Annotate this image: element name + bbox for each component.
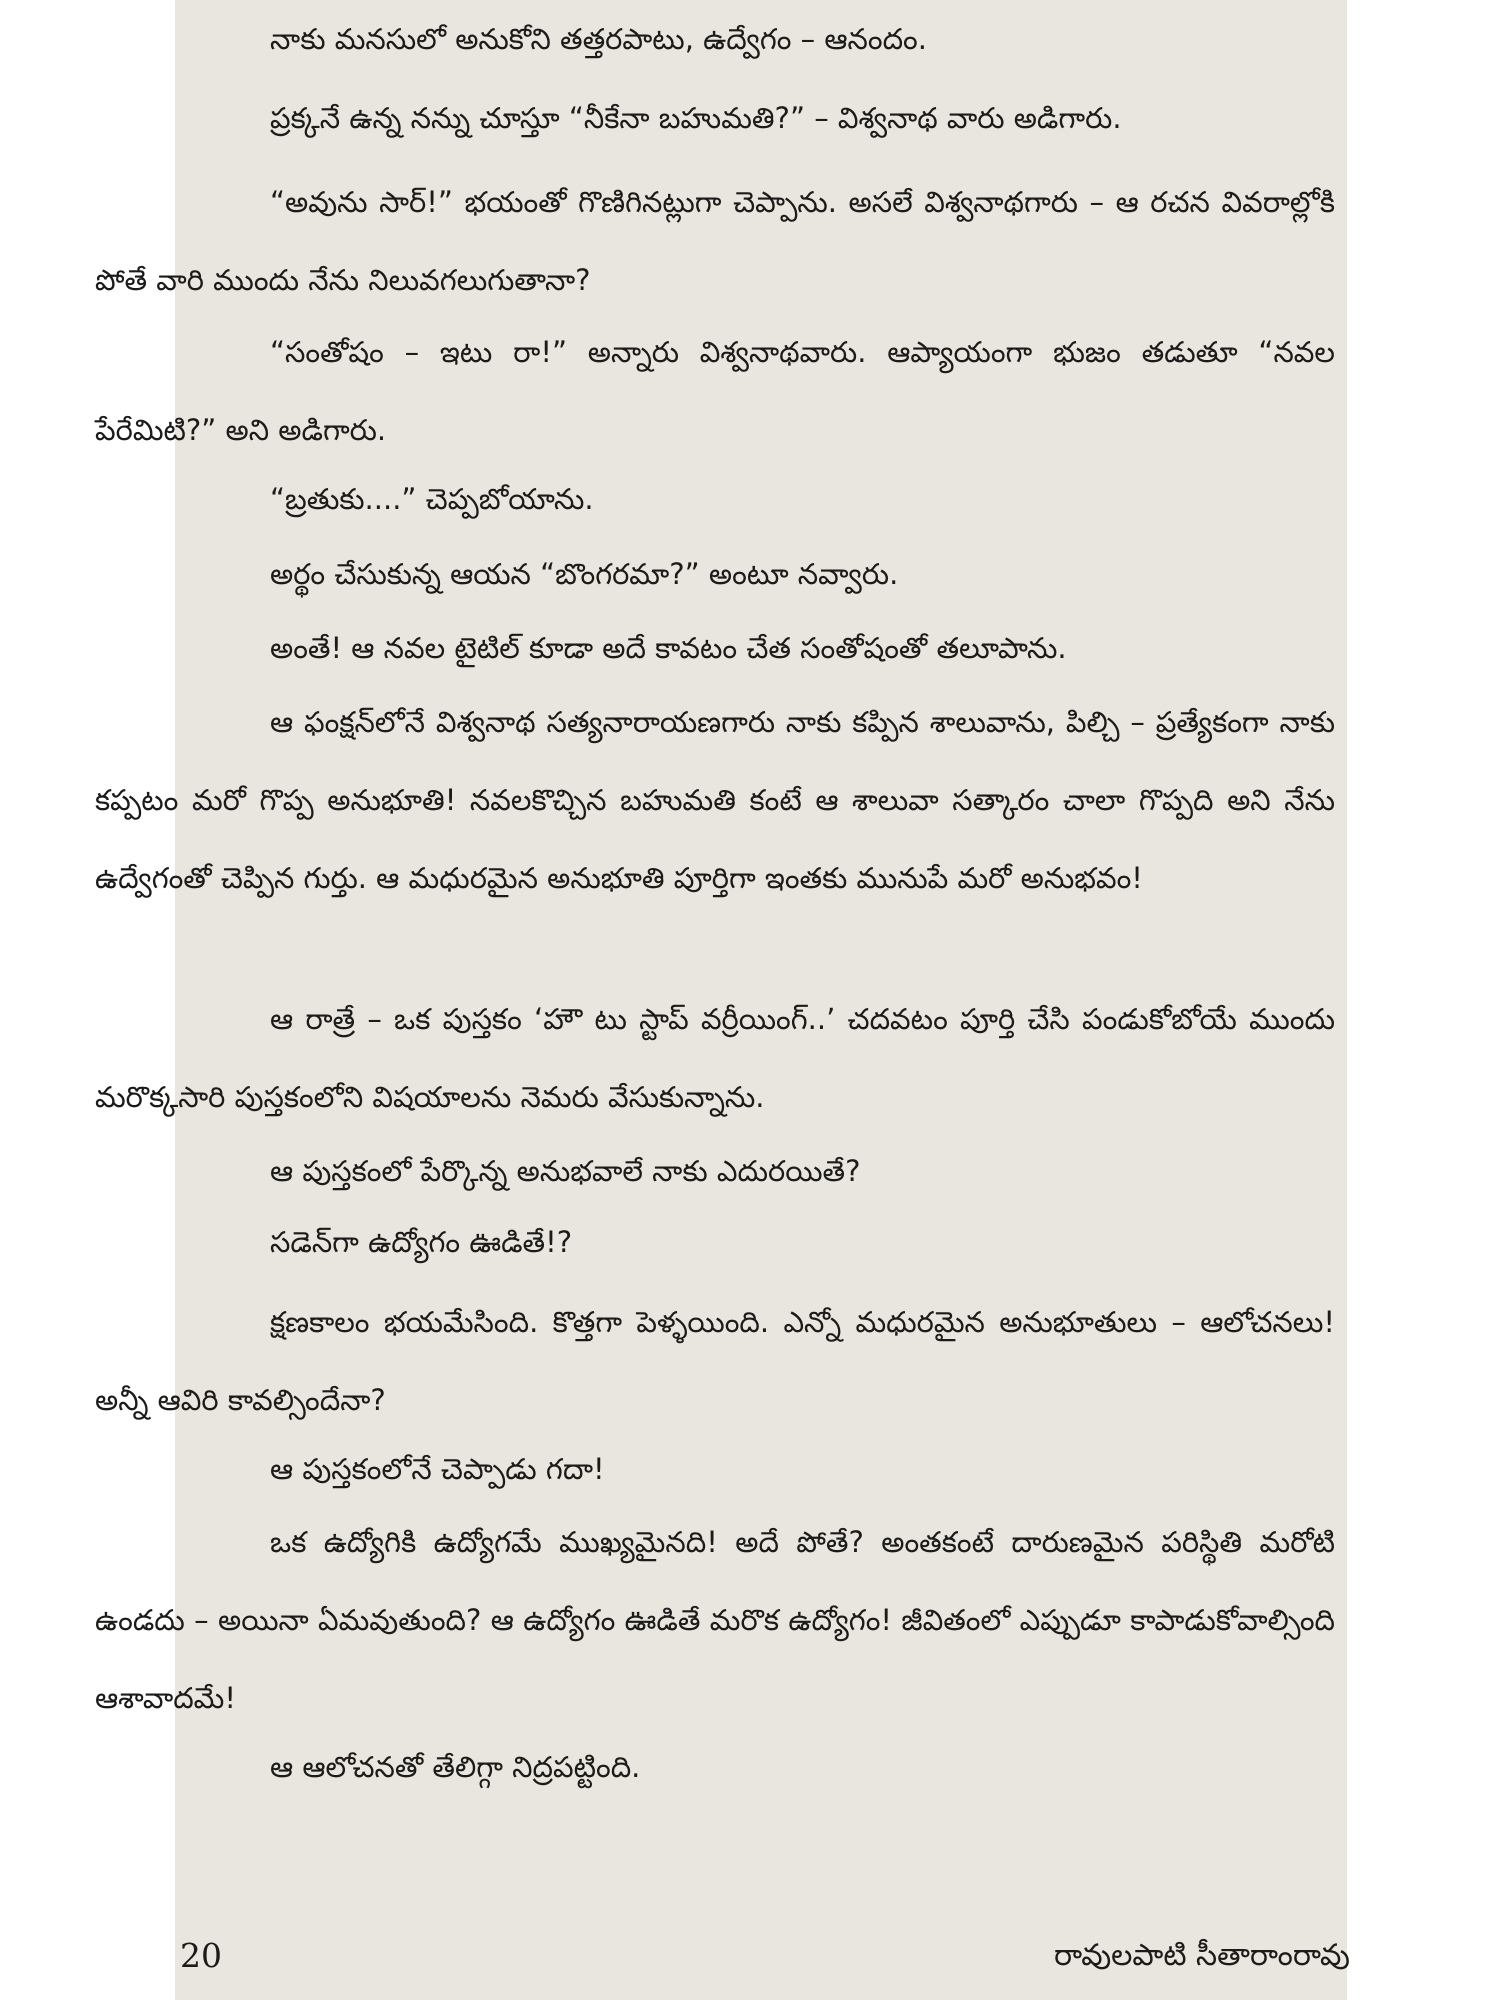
paragraph-3: “అవును సార్!” భయంతో గొణిగినట్లుగా చెప్పాను. అసలే విశ్వనాథగారు – ఆ రచన వివరాల్లోకి పోతే వారి ముందు నేను నిలువగలుగుతానా? — [95, 185, 1335, 297]
paragraph-2: ప్రక్కనే ఉన్న నన్ను చూస్తూ “నీకేనా బహుమతి?” – విశ్వనాథ వారు అడిగారు. — [270, 101, 1122, 135]
paragraph-14: ఒక ఉద్యోగికి ఉద్యోగమే ముఖ్యమైనది! అదే పోతే? అంతకంటే దారుణమైన పరిస్థితి మరోటి ఉండదు – అయినా ఏమవుతుంది? ఆ ఉద్యోగం ఊడితే మరొక ఉద్యోగం! జీవితంలో ఎప్పుడూ కాపాడుకోవాల్సింది ఆశావాదమే! — [95, 1525, 1335, 1715]
paragraph-7: అంతే! ఆ నవల టైటిల్ కూడా అదే కావటం చేత సంతోషంతో తలూపాను. — [270, 631, 1067, 665]
running-footer-author: రావులపాటి సీతారాంరావు — [1054, 1938, 1350, 1973]
paragraph-5: “బ్రతుకు....” చెప్పబోయాను. — [270, 482, 594, 516]
paragraph-8: ఆ ఫంక్షన్‌లోనే విశ్వనాథ సత్యనారాయణగారు నాకు కప్పిన శాలువాను, పిల్చి – ప్రత్యేకంగా నాకు కప్పటం మరో గొప్ప అనుభూతి! నవలకొచ్చిన బహుమతి కంటే ఆ శాలువా సత్కారం చాలా గొప్పది అని నేను ఉద్వేగంతో చెప్పిన గుర్తు. ఆ మధురమైన అనుభూతి పూర్తిగా ఇంతకు మునుపే మరో అనుభవం! — [95, 705, 1335, 895]
paragraph-15: ఆ ఆలోచనతో తేలిగ్గా నిద్రపట్టింది. — [270, 1750, 641, 1784]
paragraph-4: “సంతోషం – ఇటు రా!” అన్నారు విశ్వనాథవారు. ఆప్యాయంగా భుజం తడుతూ “నవల పేరేమిటి?” అని అడిగారు. — [95, 335, 1335, 447]
paragraph-11: సడెన్‌గా ఉద్యోగం ఊడితే!? — [270, 1225, 573, 1259]
paragraph-9: ఆ రాత్రే – ఒక పుస్తకం ‘హౌ టు స్టాప్ వర్రీయింగ్..’ చదవటం పూర్తి చేసి పండుకోబోయే ముందు మరొక్కసారి పుస్తకంలోని విషయాలను నెమరు వేసుకున్నాను. — [95, 1002, 1335, 1114]
paragraph-13: ఆ పుస్తకంలోనే చెప్పాడు గదా! — [270, 1452, 605, 1486]
page-number: 20 — [180, 1936, 222, 1975]
paragraph-1: నాకు మనసులో అనుకోని తత్తరపాటు, ఉద్వేగం – ఆనందం. — [270, 22, 927, 56]
paragraph-12: క్షణకాలం భయమేసింది. కొత్తగా పెళ్ళయింది. ఎన్నో మధురమైన అనుభూతులు – ఆలోచనలు! అన్నీ ఆవిరి కావల్సిందేనా? — [95, 1305, 1335, 1417]
paragraph-10: ఆ పుస్తకంలో పేర్కొన్న అనుభవాలే నాకు ఎదురయితే? — [270, 1154, 861, 1188]
paragraph-6: అర్థం చేసుకున్న ఆయన “బొంగరమా?” అంటూ నవ్వారు. — [270, 557, 899, 591]
